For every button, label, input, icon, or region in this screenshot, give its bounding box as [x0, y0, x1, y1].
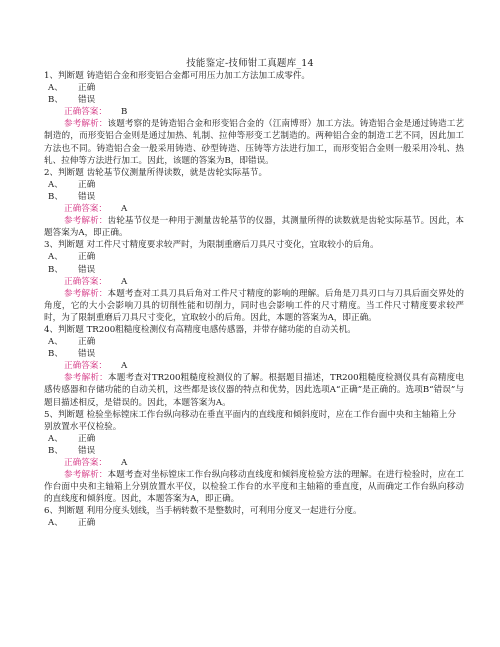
option-text: 正确 — [78, 252, 96, 263]
correct-answer-value: B — [120, 107, 128, 118]
correct-answer — [44, 457, 464, 469]
answer-option — [44, 94, 464, 106]
option-letter: A、 — [48, 433, 63, 444]
answer-option — [44, 251, 464, 263]
answer-option — [44, 82, 464, 94]
option-letter: A、 — [48, 518, 63, 529]
explanation-text: 该题考察的是铸造铝合金和形变铝合金的（江南博哥）加工方法。铸造铝合金是通过铸造工艺制造的，而形变铝合金则是通过加热、轧制、拉伸等形变工艺制造的。两种铝合金的制造工艺不同，因此加工方法也不同。铸造铝合金一般采用铸造、砂型铸造、压铸等方法进行加工，而形变铝合金则一般采用冷轧、热轧、拉伸等方法进行加工。因此，该题的答案为B，即错误。 — [44, 119, 464, 166]
option-letter: B、 — [48, 445, 63, 456]
correct-answer — [44, 360, 464, 372]
explanation-label: 参考解析： — [64, 288, 108, 299]
explanation-label: 参考解析： — [64, 119, 108, 130]
question-block — [44, 409, 464, 506]
option-text: 错误 — [78, 445, 96, 456]
explanation-text: 本题考查对坐标镗床工作台纵向移动直线度和倾斜度检验方法的理解。在进行检验时，应在工作台面中央和主轴箱上分别放置水平仪，以检验工作台的水平度和主轴箱的垂直度，从而确定工作台纵向移动的直线度和倾斜度。因此，本题答案为A，即正确。 — [44, 470, 464, 505]
question-block — [44, 167, 464, 240]
question-block — [44, 70, 464, 167]
question-stem: 1、判断题 铸造铝合金和形变铝合金都可用压力加工方法加工成零件。 — [44, 71, 311, 81]
answer-option — [44, 433, 464, 445]
question-stem: 5、判断题 检验坐标镗床工作台纵向移动在垂直平面内的直线度和倾斜度时，应在工作台面中央和主轴箱上分别放置水平仪检验。 — [44, 409, 457, 432]
question-stem: 3、判断题 对工件尺寸精度要求较严时，为限制重磨后刀具尺寸变化，宜取较小的后角。 — [44, 240, 379, 251]
question-list — [44, 70, 464, 530]
explanation — [44, 372, 464, 408]
correct-answer-value: A — [120, 276, 128, 287]
correct-answer-label: 正确答案： — [64, 458, 107, 468]
correct-answer-value: A — [120, 361, 128, 372]
question-stem: 4、判断题 TR200粗糙度检测仪有高精度电感传感器，并带存储功能的自动关机。 — [44, 324, 356, 335]
answer-option — [44, 517, 464, 529]
correct-answer-label: 正确答案： — [64, 361, 107, 372]
explanation-text: 本题考查对工具刀具后角对工件尺寸精度的影响的理解。后角是刀具刃口与刀具后面交界处的角度，它的大小会影响刀具的切削性能和切削力，同时也会影响工件的尺寸精度。当工件尺寸精度要求较严时，为了限制重磨后刀具尺寸变化，宜取较小的后角。因此，本题的答案为A，即正确。 — [44, 288, 464, 323]
option-text: 正确 — [78, 83, 96, 94]
option-letter: B、 — [48, 349, 63, 360]
explanation-label: 参考解析： — [64, 216, 108, 227]
explanation-text: 齿轮基节仪是一种用于测量齿轮基节的仪器，其测量所得的读数就是齿轮实际基节。因此，本题答案为A，即正确。 — [44, 216, 464, 239]
answer-option — [44, 264, 464, 276]
option-text: 正确 — [78, 518, 96, 529]
question-block — [44, 239, 464, 324]
question-stem: 2、判断题 齿轮基节仪测量所得读数，就是齿轮实际基节。 — [44, 167, 268, 178]
option-letter: A、 — [48, 337, 63, 348]
option-letter: A、 — [48, 179, 63, 190]
correct-answer — [44, 276, 464, 288]
correct-answer — [44, 106, 464, 118]
explanation — [44, 469, 464, 505]
document-title: 技能鉴定-技师钳工真题库_14 — [186, 58, 314, 69]
question-block — [44, 324, 464, 409]
question-block — [44, 505, 464, 529]
explanation — [44, 288, 464, 324]
correct-answer-label: 正确答案： — [64, 204, 107, 215]
correct-answer-label: 正确答案： — [64, 276, 107, 287]
option-text: 正确 — [78, 337, 96, 348]
question-stem: 6、判断题 利用分度头划线，当手柄转数不是整数时，可利用分度叉一起进行分度。 — [44, 506, 362, 517]
option-letter: B、 — [48, 264, 63, 275]
option-letter: A、 — [48, 83, 63, 94]
answer-option — [44, 445, 464, 457]
option-text: 错误 — [78, 349, 96, 360]
explanation-text: 本题考查对TR200粗糙度检测仪的了解。根据题目描述，TR200粗糙度检测仪具有高精度电感传感器和存储功能的自动关机，这些都是该仪器的特点和优势，因此选项A“正确”是正确的。选项B“错误”与题目描述相反，是错误的。因此，本题答案为A。 — [44, 373, 464, 408]
explanation-label: 参考解析： — [64, 373, 108, 384]
explanation — [44, 215, 464, 239]
answer-option — [44, 191, 464, 203]
explanation — [44, 118, 464, 166]
option-letter: B、 — [48, 95, 63, 106]
option-letter: B、 — [48, 191, 63, 202]
answer-option — [44, 348, 464, 360]
correct-answer-label: 正确答案： — [64, 107, 107, 118]
option-text: 正确 — [78, 433, 96, 444]
correct-answer-value: A — [120, 204, 128, 215]
option-text: 错误 — [78, 264, 96, 275]
option-text: 错误 — [78, 95, 96, 106]
correct-answer — [44, 203, 464, 215]
explanation-label: 参考解析： — [64, 470, 108, 481]
answer-option — [44, 336, 464, 348]
correct-answer-value: A — [120, 458, 128, 468]
option-text: 错误 — [78, 191, 96, 202]
option-letter: A、 — [48, 252, 63, 263]
option-text: 正确 — [78, 179, 96, 190]
answer-option — [44, 179, 464, 191]
